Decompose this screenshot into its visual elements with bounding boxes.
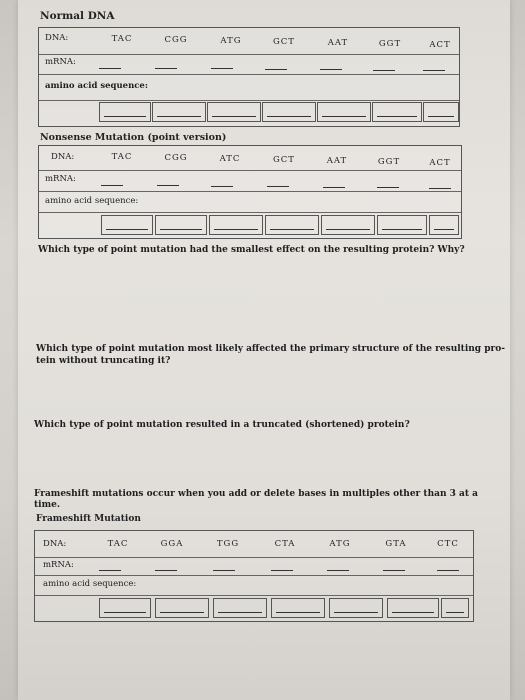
codon: GTA [385, 539, 407, 549]
blank-line [323, 187, 345, 188]
blank-line [155, 570, 177, 571]
amino-acid-box [155, 215, 207, 235]
amino-acid-box [372, 102, 422, 122]
amino-acid-box [152, 102, 206, 122]
dna-label: DNA: [43, 539, 67, 549]
nonsense-mutation-title: Nonsense Mutation (point version) [40, 132, 227, 143]
amino-acid-label: amino acid sequence: [45, 81, 148, 91]
blank-line [327, 570, 349, 571]
codon: ACT [429, 158, 451, 168]
codon: GGA [160, 539, 184, 549]
amino-acid-box [271, 598, 325, 618]
codon: TAC [111, 34, 133, 44]
amino-acid-label: amino acid sequence: [45, 196, 139, 206]
codon: ATG [329, 539, 351, 549]
blank-line [267, 186, 289, 187]
amino-acid-box [101, 215, 153, 235]
frameshift-mutation-table [34, 530, 474, 622]
codon: AAT [327, 38, 349, 48]
blank-line [265, 69, 287, 70]
codon: CGG [164, 35, 188, 45]
frameshift-mutation-title: Frameshift Mutation [36, 514, 141, 524]
amino-acid-box [317, 102, 371, 122]
mrna-label: mRNA: [43, 560, 74, 570]
codon: CGG [164, 153, 188, 163]
question-primary-structure-line1: Which type of point mutation most likely affected the primary structure of the resulting pro- [36, 344, 505, 354]
amino-acid-box [429, 215, 459, 235]
amino-acid-box [377, 215, 427, 235]
blank-line [437, 570, 459, 571]
codon: TGG [216, 539, 240, 549]
amino-acid-box [265, 215, 319, 235]
blank-line [429, 188, 451, 189]
amino-acid-box [387, 598, 439, 618]
blank-line [213, 570, 235, 571]
codon: GCT [273, 37, 295, 47]
mrna-label: mRNA: [45, 174, 76, 184]
amino-acid-box [213, 598, 267, 618]
question-primary-structure-line2: tein without truncating it? [36, 356, 171, 366]
blank-line [99, 570, 121, 571]
codon: ATG [220, 36, 242, 46]
question-smallest-effect: Which type of point mutation had the smallest effect on the resulting protein? Why? [38, 245, 465, 255]
blank-line [423, 70, 445, 71]
frameshift-note: Frameshift mutations occur when you add or delete bases in multiples other than 3 at a time. [34, 489, 478, 510]
blank-line [377, 187, 399, 188]
worksheet-page [18, 0, 510, 700]
question-truncated-protein: Which type of point mutation resulted in a truncated (shortened) protein? [34, 420, 410, 430]
blank-line [373, 70, 395, 71]
blank-line [101, 185, 123, 186]
codon: GGT [378, 39, 402, 49]
amino-acid-box [99, 102, 151, 122]
dna-label: DNA: [51, 152, 75, 162]
codon: GGT [377, 157, 401, 167]
amino-acid-box [321, 215, 375, 235]
blank-line [155, 68, 177, 69]
blank-line [271, 570, 293, 571]
codon: ACT [429, 40, 451, 50]
blank-line [383, 570, 405, 571]
amino-acid-box [441, 598, 469, 618]
amino-acid-label: amino acid sequence: [43, 579, 137, 589]
amino-acid-box [155, 598, 209, 618]
codon: AAT [326, 156, 348, 166]
blank-line [211, 68, 233, 69]
codon: TAC [107, 539, 129, 549]
blank-line [99, 68, 121, 69]
amino-acid-box [262, 102, 316, 122]
blank-line [320, 69, 342, 70]
nonsense-mutation-table [38, 145, 462, 239]
codon: CTA [274, 539, 296, 549]
codon: CTC [437, 539, 459, 549]
blank-line [157, 185, 179, 186]
dna-label: DNA: [45, 33, 69, 43]
blank-line [211, 186, 233, 187]
amino-acid-box [329, 598, 383, 618]
normal-dna-title: Normal DNA [40, 10, 115, 22]
amino-acid-box [207, 102, 261, 122]
amino-acid-box [423, 102, 459, 122]
codon: ATC [219, 154, 241, 164]
amino-acid-box [99, 598, 151, 618]
codon: GCT [273, 155, 295, 165]
codon: TAC [111, 152, 133, 162]
normal-dna-table [38, 27, 460, 127]
amino-acid-box [209, 215, 263, 235]
mrna-label: mRNA: [45, 57, 76, 67]
